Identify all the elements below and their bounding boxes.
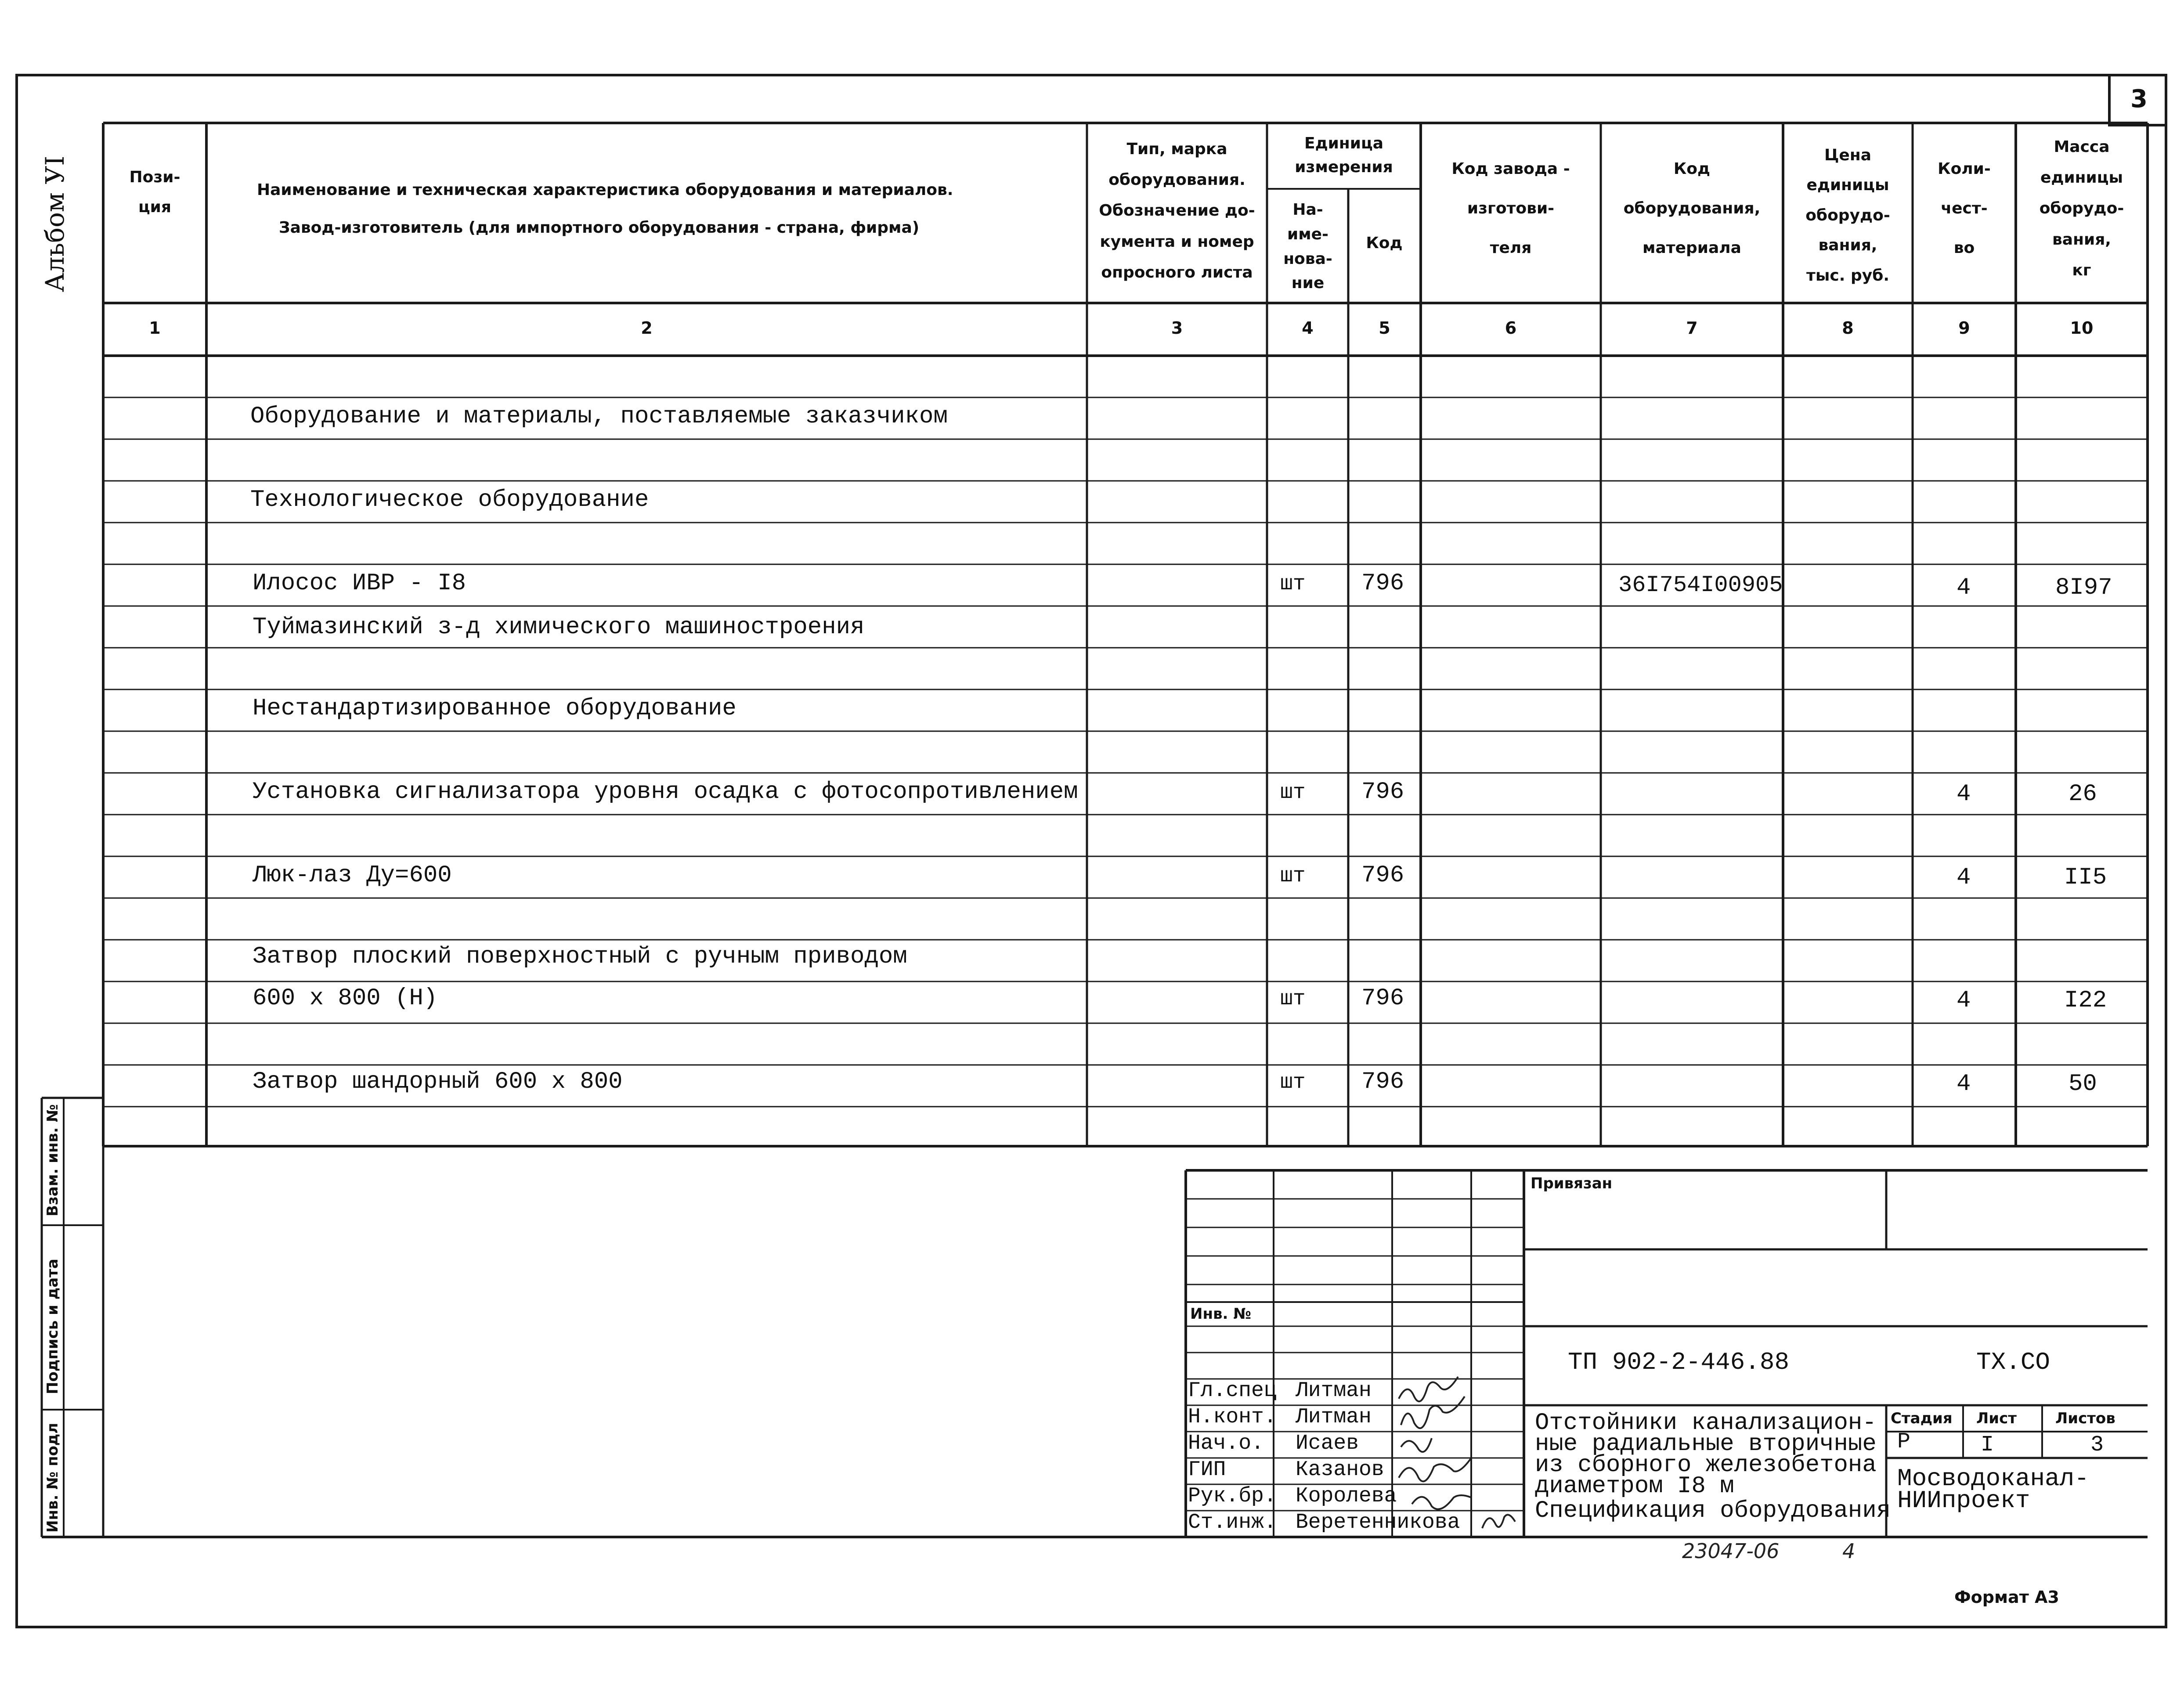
- row-item-name: Люк-лаз Ду=600: [253, 862, 452, 889]
- column-number: 3: [1171, 318, 1183, 338]
- header-col5: Код: [1366, 234, 1403, 252]
- header-col6: Код завода - изготови- теля: [1451, 160, 1570, 257]
- format-label: Формат А3: [1954, 1588, 2059, 1607]
- row-item-mass: 50: [2068, 1071, 2097, 1097]
- row-item-name: Затвор шандорный 600 х 800: [253, 1068, 623, 1095]
- row-item-quantity: 4: [1957, 864, 1971, 891]
- sheet-label: Лист: [1976, 1410, 2017, 1427]
- signature-scribble: [1399, 1458, 1471, 1481]
- sheet-value: I: [1981, 1432, 1994, 1458]
- row-item-mass: I22: [2064, 987, 2107, 1014]
- signature-name: Веретенникова: [1296, 1511, 1460, 1534]
- header-col7: Код оборудования, материала: [1623, 160, 1761, 257]
- sheets-label: Листов: [2055, 1410, 2115, 1427]
- row-item-code: 796: [1361, 985, 1404, 1012]
- organization-line: НИИпроект: [1897, 1487, 2030, 1515]
- album-label: Альбом УI: [40, 155, 70, 292]
- signature-name: Литман: [1296, 1405, 1372, 1429]
- column-number: 8: [1842, 318, 1854, 338]
- column-number: 9: [1958, 318, 1970, 338]
- row-section-heading: Технологическое оборудование: [250, 487, 649, 513]
- signature-name: Казанов: [1296, 1458, 1384, 1482]
- title-line: Отстойники канализацион-: [1535, 1410, 1877, 1436]
- privyazan-label: Привязан: [1531, 1175, 1613, 1192]
- row-section-heading: Нестандартизированное оборудование: [253, 695, 736, 722]
- column-number: 2: [641, 318, 653, 338]
- signature-role: Гл.спец: [1188, 1379, 1277, 1403]
- row-item-name: Илосос ИВР - I8: [253, 570, 466, 597]
- header-col2: Наименование и техническая характеристика оборудования и материалов. Завод-изготовитель (для импортного оборудования - страна, фирма): [257, 181, 953, 237]
- row-item-name: 600 х 800 (Н): [253, 985, 438, 1012]
- column-number: 6: [1505, 318, 1517, 338]
- column-number: 5: [1379, 318, 1390, 338]
- side-stamp-inv-podl: Инв. № подл: [44, 1422, 61, 1533]
- side-stamp-vzam: Взам. инв. №: [44, 1104, 61, 1216]
- row-item-quantity: 4: [1957, 987, 1971, 1014]
- row-item-name: Затвор плоский поверхностный с ручным приводом: [253, 943, 907, 970]
- signature-role: ГИП: [1188, 1458, 1226, 1482]
- signature-scribble: [1401, 1396, 1465, 1428]
- organization-line: Мосводоканал-: [1897, 1465, 2089, 1493]
- archive-suffix: 4: [1842, 1539, 1855, 1563]
- header-unit-group: Единица измерения: [1295, 134, 1393, 176]
- signature-scribble: [1401, 1438, 1432, 1452]
- column-number: 1: [149, 318, 161, 338]
- row-item-unit: шт: [1280, 1071, 1306, 1094]
- signature-name: Литман: [1296, 1379, 1372, 1403]
- inv-no-label: Инв. №: [1190, 1305, 1252, 1323]
- signature-role: Н.конт.: [1188, 1405, 1277, 1429]
- column-number: 4: [1302, 318, 1314, 338]
- header-col10: Масса единицы оборудо- вания, кг: [2039, 138, 2124, 279]
- header-col8: Цена единицы оборудо- вания, тыс. руб.: [1805, 146, 1890, 285]
- title-line: диаметром I8 м: [1535, 1473, 1734, 1500]
- row-item-unit: шт: [1280, 781, 1306, 805]
- doc-mark: ТХ.СО: [1976, 1348, 2050, 1376]
- archive-number: 23047-06: [1682, 1539, 1780, 1563]
- column-number: 10: [2070, 318, 2094, 338]
- signature-name: Королева: [1296, 1484, 1397, 1508]
- row-item-name: Установка сигнализатора уровня осадка с фотосопротивлением: [253, 779, 1078, 805]
- header-col3: Тип, марка оборудования. Обозначение до- кумента и номер опросного листа: [1099, 140, 1255, 281]
- stage-value: Р: [1897, 1429, 1911, 1454]
- signature-name: Исаев: [1296, 1432, 1359, 1455]
- row-item-quantity: 4: [1957, 781, 1971, 808]
- row-section-heading: Оборудование и материалы, поставляемые заказчиком: [250, 403, 948, 430]
- header-col9: Коли- чест- во: [1938, 160, 1991, 257]
- signature-role: Рук.бр.: [1188, 1484, 1277, 1508]
- signature-scribble: [1412, 1495, 1471, 1509]
- sheets-value: 3: [2090, 1432, 2104, 1458]
- signature-role: Нач.о.: [1188, 1432, 1264, 1455]
- row-item-code: 796: [1361, 1068, 1404, 1095]
- page-number: 3: [2108, 74, 2167, 126]
- row-item-unit: шт: [1280, 864, 1306, 888]
- title-line: из сборного железобетона: [1535, 1452, 1877, 1479]
- signature-scribble: [1399, 1377, 1458, 1401]
- row-item-quantity: 4: [1957, 1071, 1971, 1097]
- title-line: ные радиальные вторичные: [1535, 1431, 1877, 1458]
- signature-scribble: [1482, 1515, 1515, 1528]
- header-col1: Пози- ция: [129, 168, 180, 216]
- stage-label: Стадия: [1891, 1410, 1953, 1427]
- row-item-code: 796: [1361, 862, 1404, 889]
- row-manufacturer: Туймазинский з-д химического машиностроения: [253, 614, 865, 641]
- row-item-code: 796: [1361, 570, 1404, 597]
- signature-role: Ст.инж.: [1188, 1511, 1277, 1534]
- doc-code: ТП 902-2-446.88: [1568, 1348, 1790, 1376]
- row-item-unit: шт: [1280, 987, 1306, 1011]
- row-item-code: 796: [1361, 779, 1404, 805]
- row-item-quantity: 4: [1957, 574, 1971, 601]
- row-item-mass: II5: [2064, 864, 2107, 891]
- row-item-mass: 26: [2068, 781, 2097, 808]
- title-line: Спецификация оборудования: [1535, 1497, 1891, 1524]
- header-col4: На- име- нова- ние: [1283, 201, 1332, 292]
- side-stamp-podpis: Подпись и дата: [44, 1259, 61, 1394]
- row-item-equipment-code: 36I754I00905: [1618, 572, 1783, 598]
- row-item-mass: 8I97: [2055, 574, 2112, 601]
- column-number: 7: [1686, 318, 1698, 338]
- row-item-unit: шт: [1280, 572, 1306, 596]
